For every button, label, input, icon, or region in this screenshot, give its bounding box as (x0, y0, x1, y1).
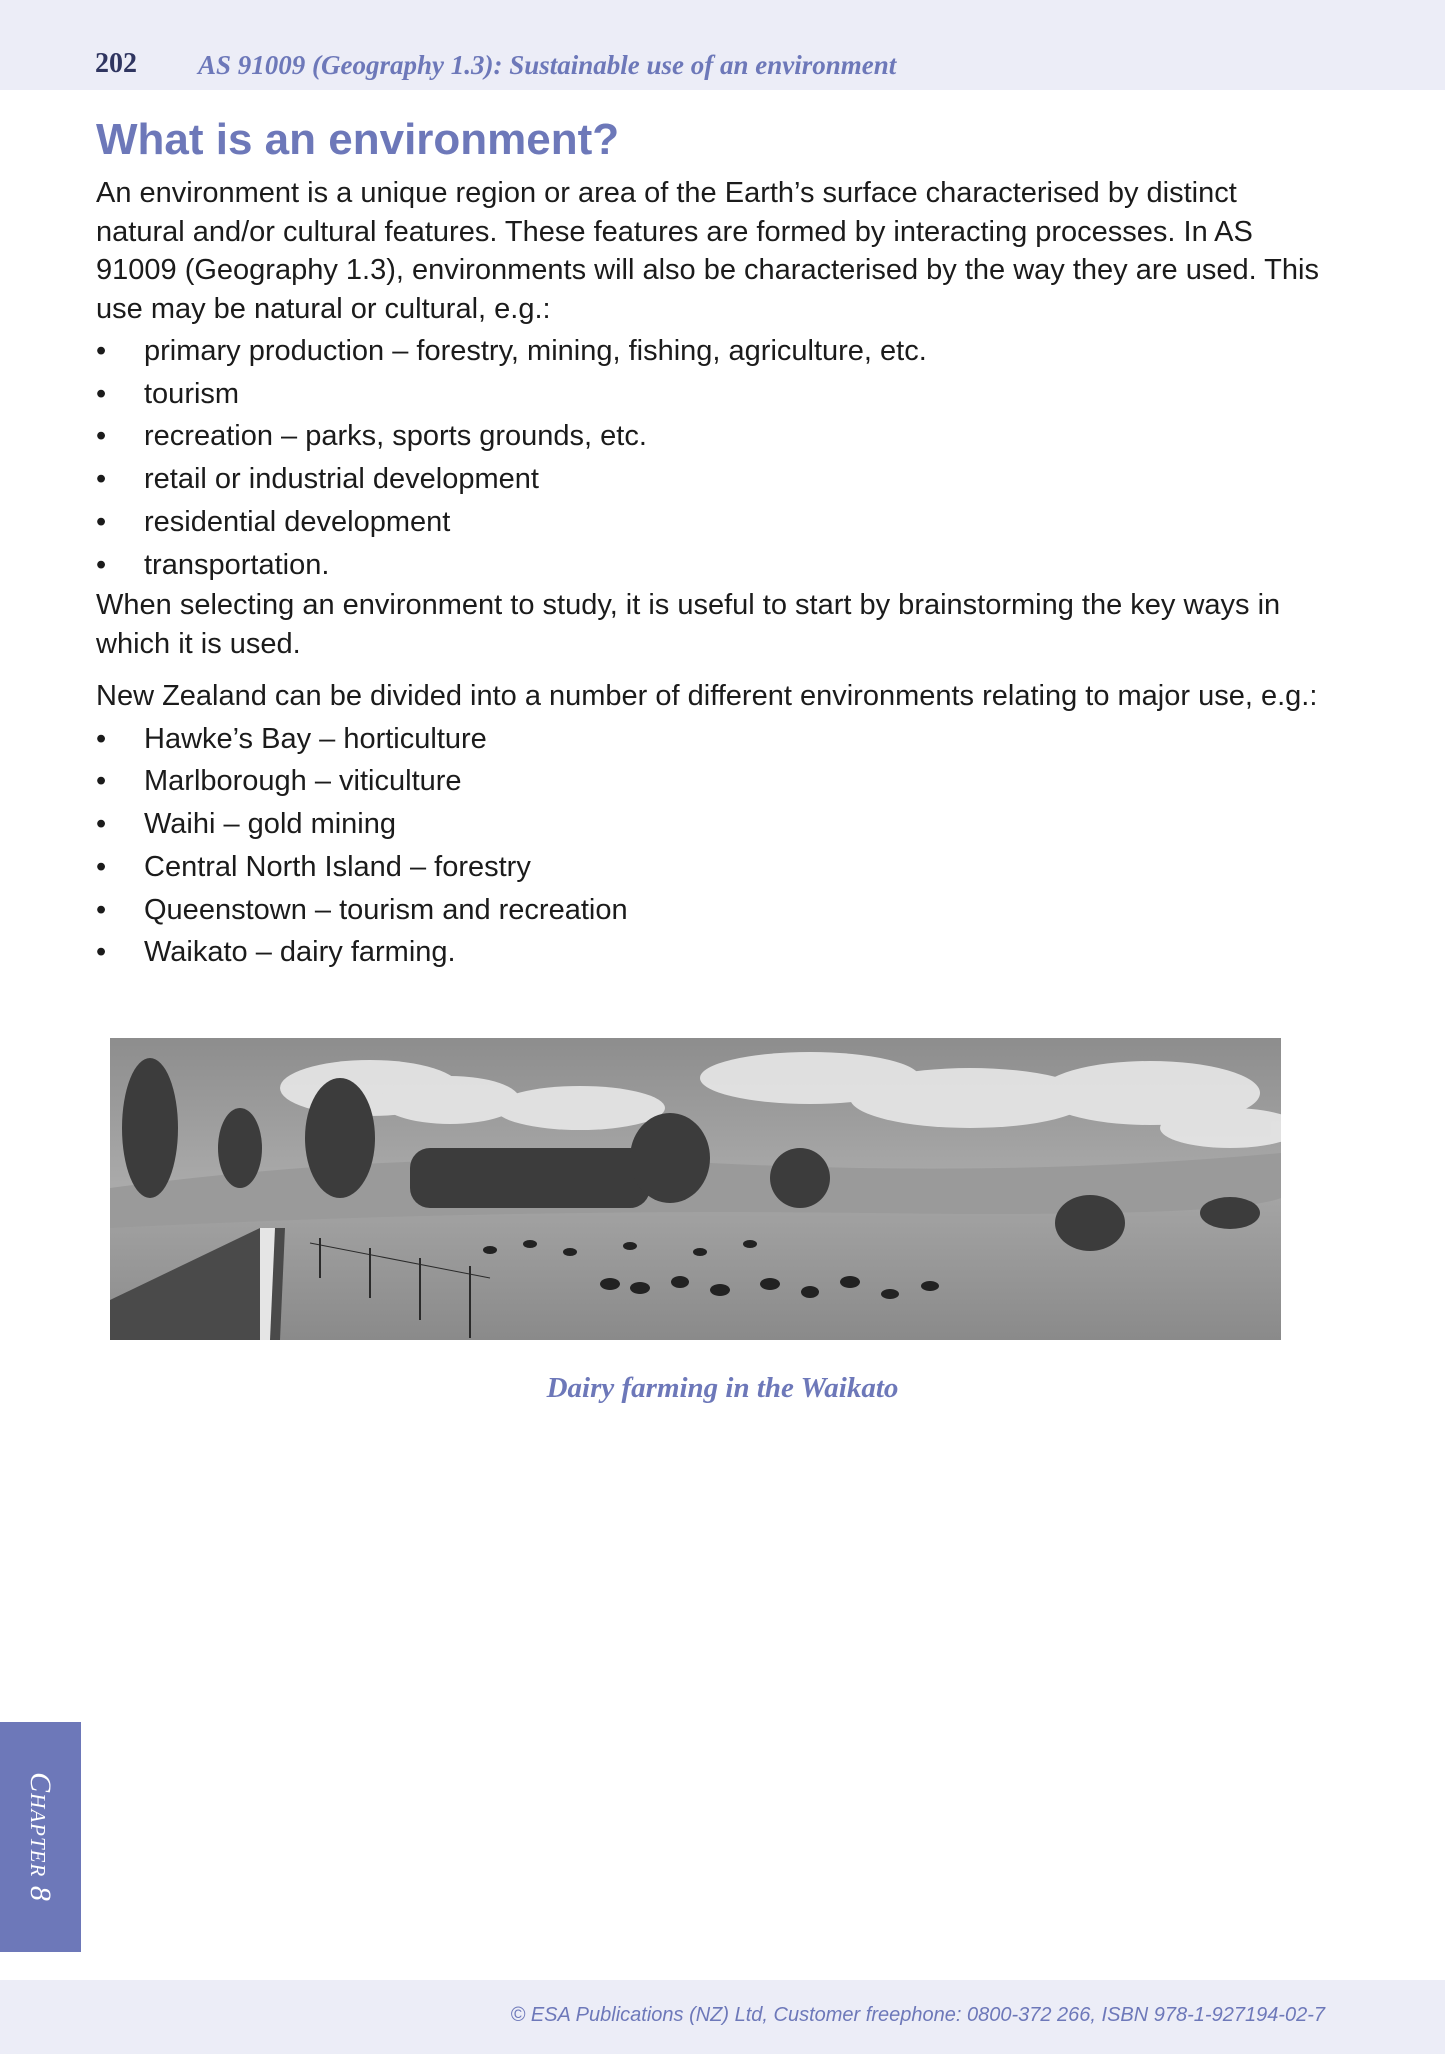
list-item: • retail or industrial development (96, 458, 1326, 501)
list-item: • Queenstown – tourism and recreation (96, 889, 1326, 932)
list-item: • Hawke’s Bay – horticulture (96, 718, 1326, 761)
list-item: • Marlborough – viticulture (96, 760, 1326, 803)
chapter-tab-label: Chapter 8 (24, 1772, 57, 1902)
main-content (96, 110, 1326, 974)
uses-list (96, 330, 1326, 586)
list-item: • Waihi – gold mining (96, 803, 1326, 846)
section-heading: What is an environment? (96, 115, 620, 164)
nz-examples-list (96, 718, 1326, 974)
selecting-paragraph: When selecting an environment to study, it is useful to start by brainstorming the key ways in which it is used. (96, 589, 1281, 660)
running-title: AS 91009 (Geography 1.3): Sustainable use of an environment (198, 50, 897, 80)
list-item: • Central North Island – forestry (96, 846, 1326, 889)
landscape-illustration (110, 1038, 1281, 1340)
page-number: 202 (95, 48, 137, 79)
intro-paragraph: An environment is a unique region or area of the Earth’s surface characterised by distinct natural and/or cultural features. These features are formed by interacting processes. In AS 91009 (Geography 1.3), environments will also be characterised by the way they are used. This use may be natural or cultural, e.g.: (96, 177, 1319, 325)
list-item: • transportation. (96, 544, 1326, 587)
list-item: • recreation – parks, sports grounds, etc. (96, 415, 1326, 458)
footer-copyright: © ESA Publications (NZ) Ltd, Customer freephone: 0800-372 266, ISBN 978-1-927194-02-7 (510, 2004, 1325, 2026)
figure-caption: Dairy farming in the Waikato (546, 1372, 899, 1404)
list-item: • primary production – forestry, mining, fishing, agriculture, etc. (96, 330, 1326, 373)
list-item: • residential development (96, 501, 1326, 544)
nz-intro-paragraph: New Zealand can be divided into a number of different environments relating to major use, e.g.: (96, 680, 1318, 713)
dairy-farm-photo (110, 1038, 1281, 1340)
list-item: • tourism (96, 373, 1326, 416)
list-item: • Waikato – dairy farming. (96, 931, 1326, 974)
